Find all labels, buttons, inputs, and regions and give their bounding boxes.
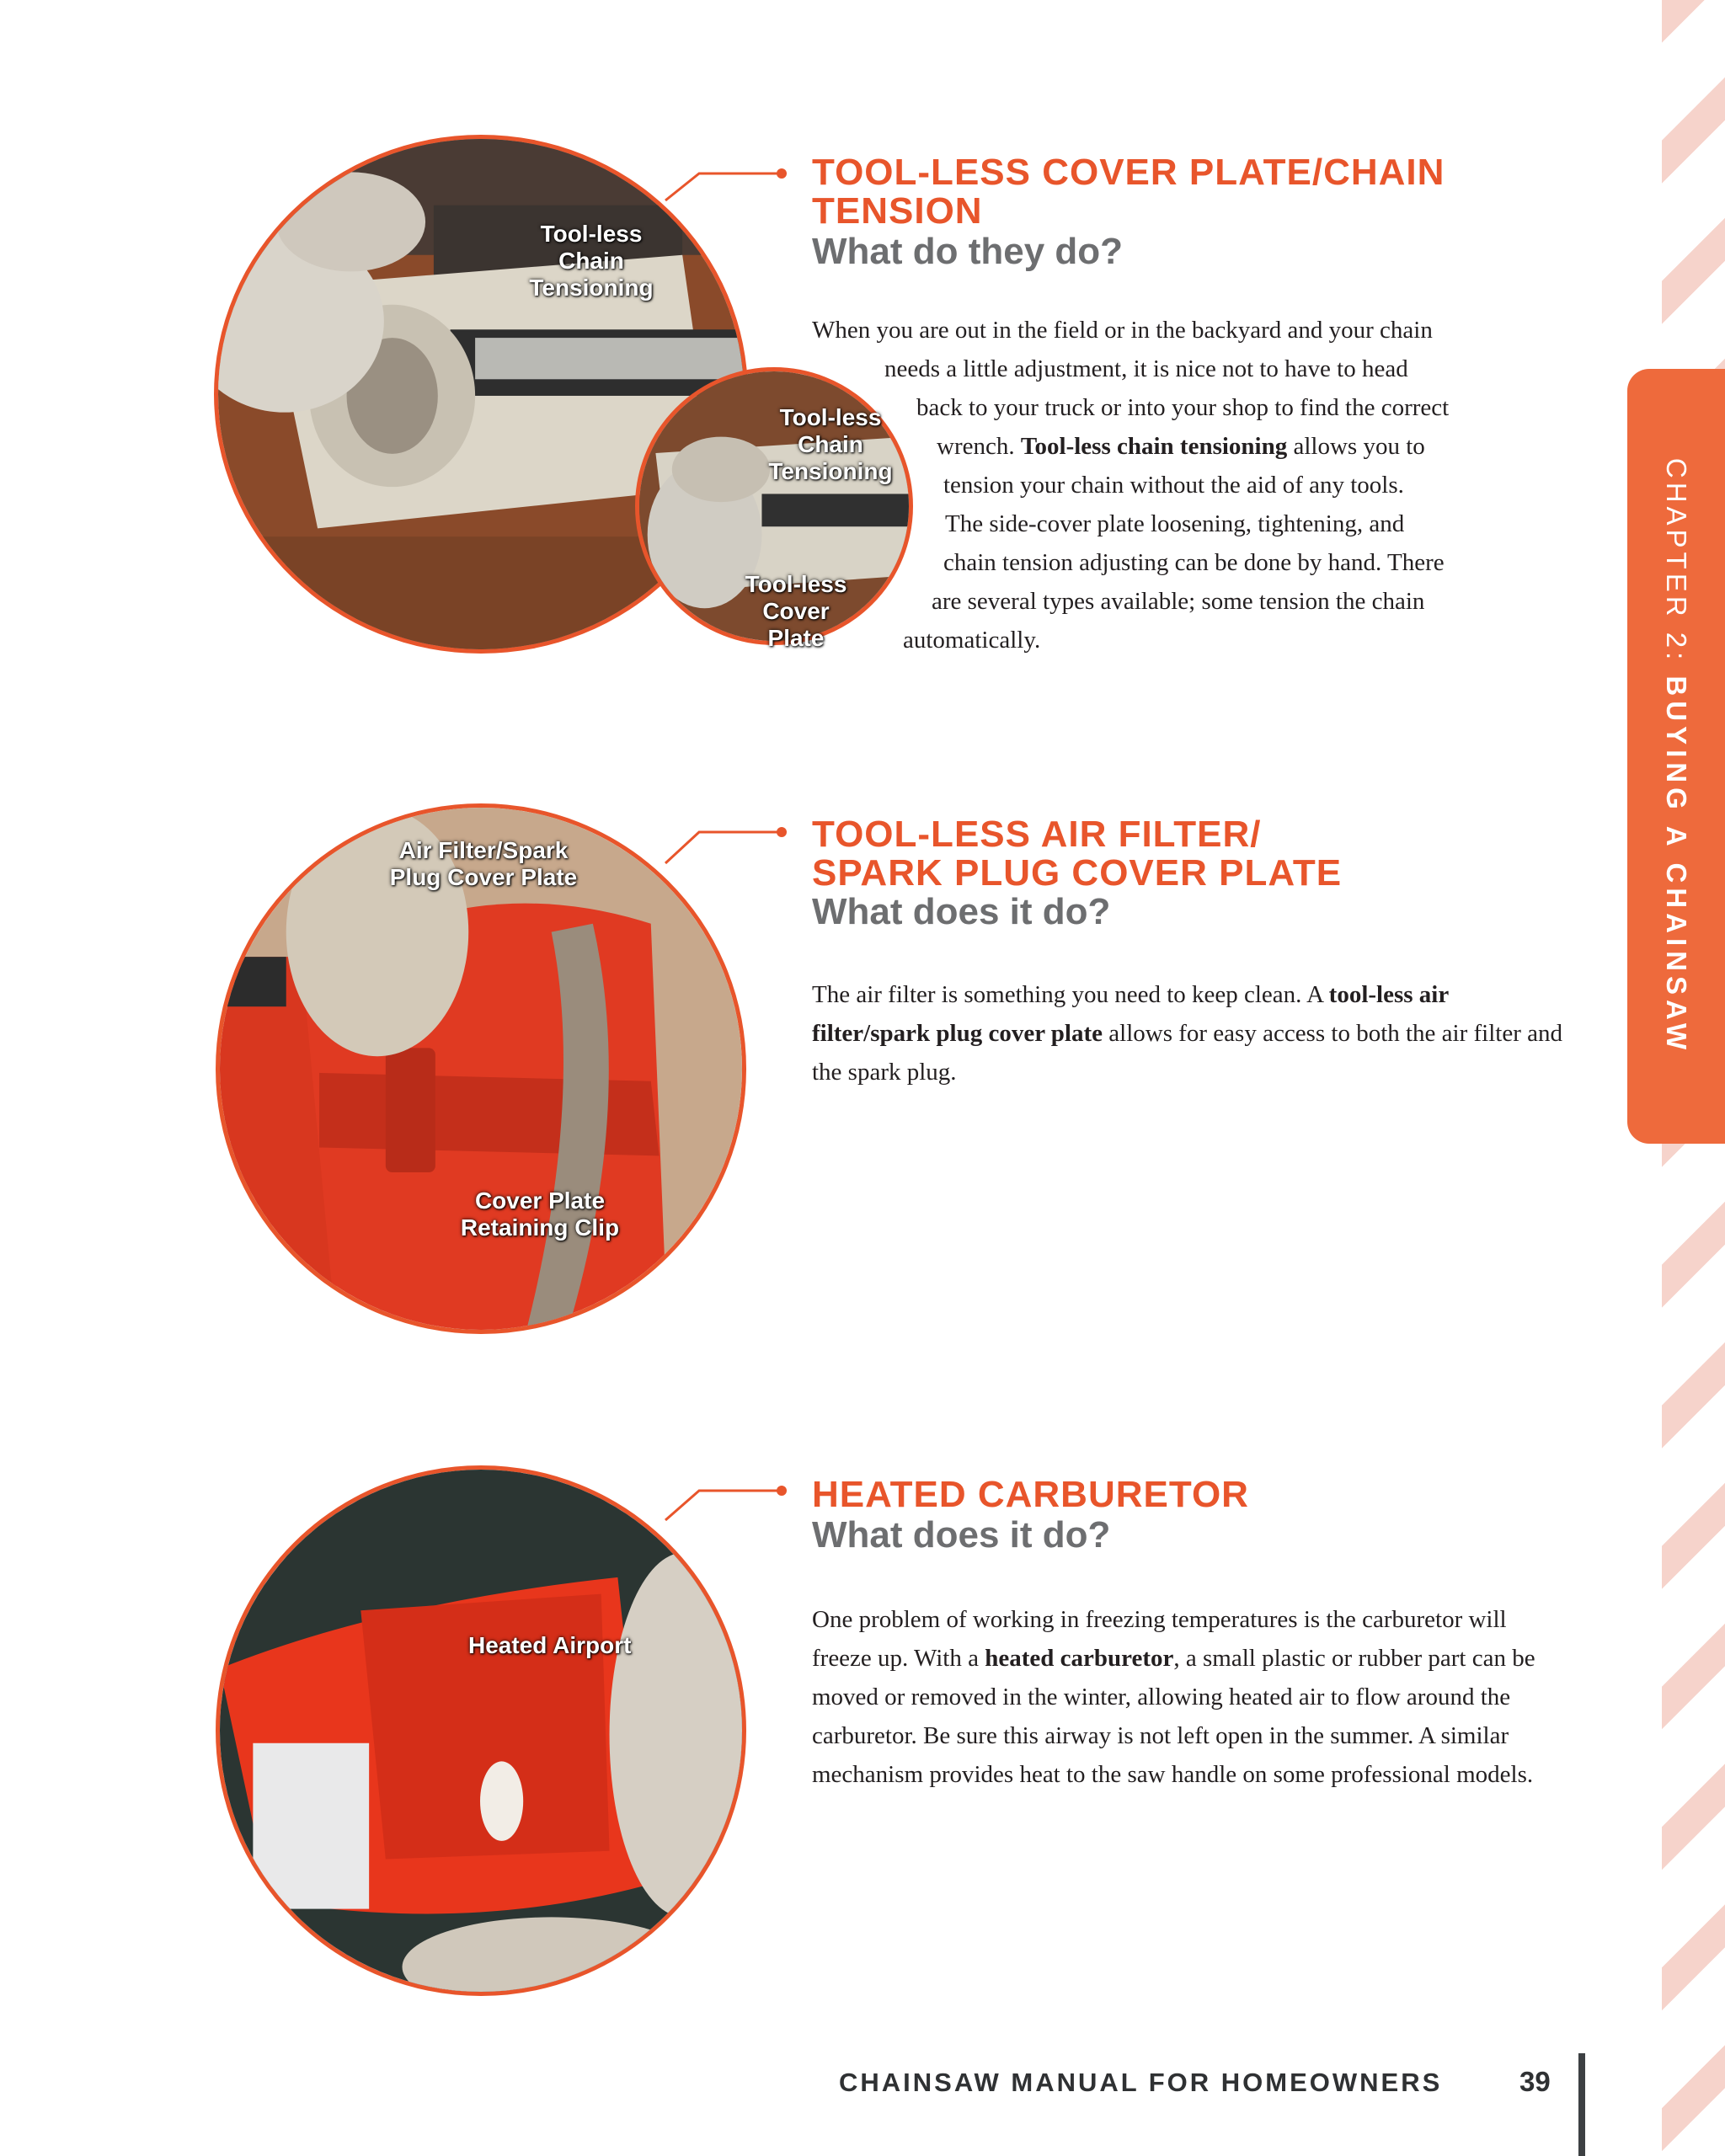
label-cover-plate: Tool-less Cover Plate bbox=[745, 571, 847, 651]
section-subtitle-tensioning: What do they do? bbox=[812, 231, 1124, 272]
section-subtitle-air-filter: What does it do? bbox=[812, 891, 1111, 932]
body-line: tension your chain without the aid of any tools. bbox=[943, 472, 1404, 499]
chapter-tab-label: CHAPTER 2: BUYING A CHAINSAW bbox=[1661, 457, 1692, 1055]
photo-heated-carburetor bbox=[216, 1465, 746, 1996]
body-line: needs a little adjustment, it is nice not to have to head bbox=[884, 355, 1408, 382]
body-line: wrench. Tool-less chain tensioning allows you to bbox=[937, 433, 1425, 460]
section-title-carburetor: HEATED CARBURETOR bbox=[812, 1474, 1249, 1515]
section-subtitle-carburetor: What does it do? bbox=[812, 1514, 1111, 1556]
page-number: 39 bbox=[1519, 2066, 1551, 2097]
body-line: The side-cover plate loosening, tightening, and bbox=[945, 510, 1405, 537]
label-heated-airport: Heated Airport bbox=[468, 1632, 632, 1658]
label-retaining-clip: Cover Plate Retaining Clip bbox=[460, 1187, 620, 1241]
label-air-filter-cover: Air Filter/Spark Plug Cover Plate bbox=[389, 837, 578, 890]
label-inset-chain-tensioning: Tool-less Chain Tensioning bbox=[768, 404, 893, 484]
footer-book-title: CHAINSAW MANUAL FOR HOMEOWNERS bbox=[839, 2068, 1443, 2097]
section-body-air-filter: The air filter is something you need to keep clean. A tool-less air filter/spark plug cover plate allows for easy access to both the air filter and the spark plug. bbox=[812, 981, 1562, 1086]
body-line: chain tension adjusting can be done by hand. There bbox=[943, 549, 1445, 576]
footer-rule bbox=[1578, 2053, 1585, 2156]
section-title-air-filter: TOOL-LESS AIR FILTER/ SPARK PLUG COVER PLATE bbox=[812, 814, 1343, 894]
body-line: When you are out in the field or in the backyard and your chain bbox=[812, 317, 1433, 344]
body-line: are several types available; some tension the chain bbox=[932, 588, 1425, 615]
section-body-carburetor: One problem of working in freezing temperatures is the carburetor will freeze up. With a heated carburetor, a small plastic or rubber part can be moved or removed in the winter, allowing heated air to flow around the carburetor. Be sure this airway is not left open in the summer. A similar mechanism provides heat to the saw handle on some professional models. bbox=[812, 1606, 1535, 1788]
label-chain-tensioning: Tool-less Chain Tensioning bbox=[529, 221, 654, 301]
body-line: automatically. bbox=[903, 627, 1041, 654]
section-title-tensioning: TOOL-LESS COVER PLATE/CHAIN TENSION bbox=[812, 152, 1445, 232]
body-line: back to your truck or into your shop to find the correct bbox=[916, 394, 1450, 421]
